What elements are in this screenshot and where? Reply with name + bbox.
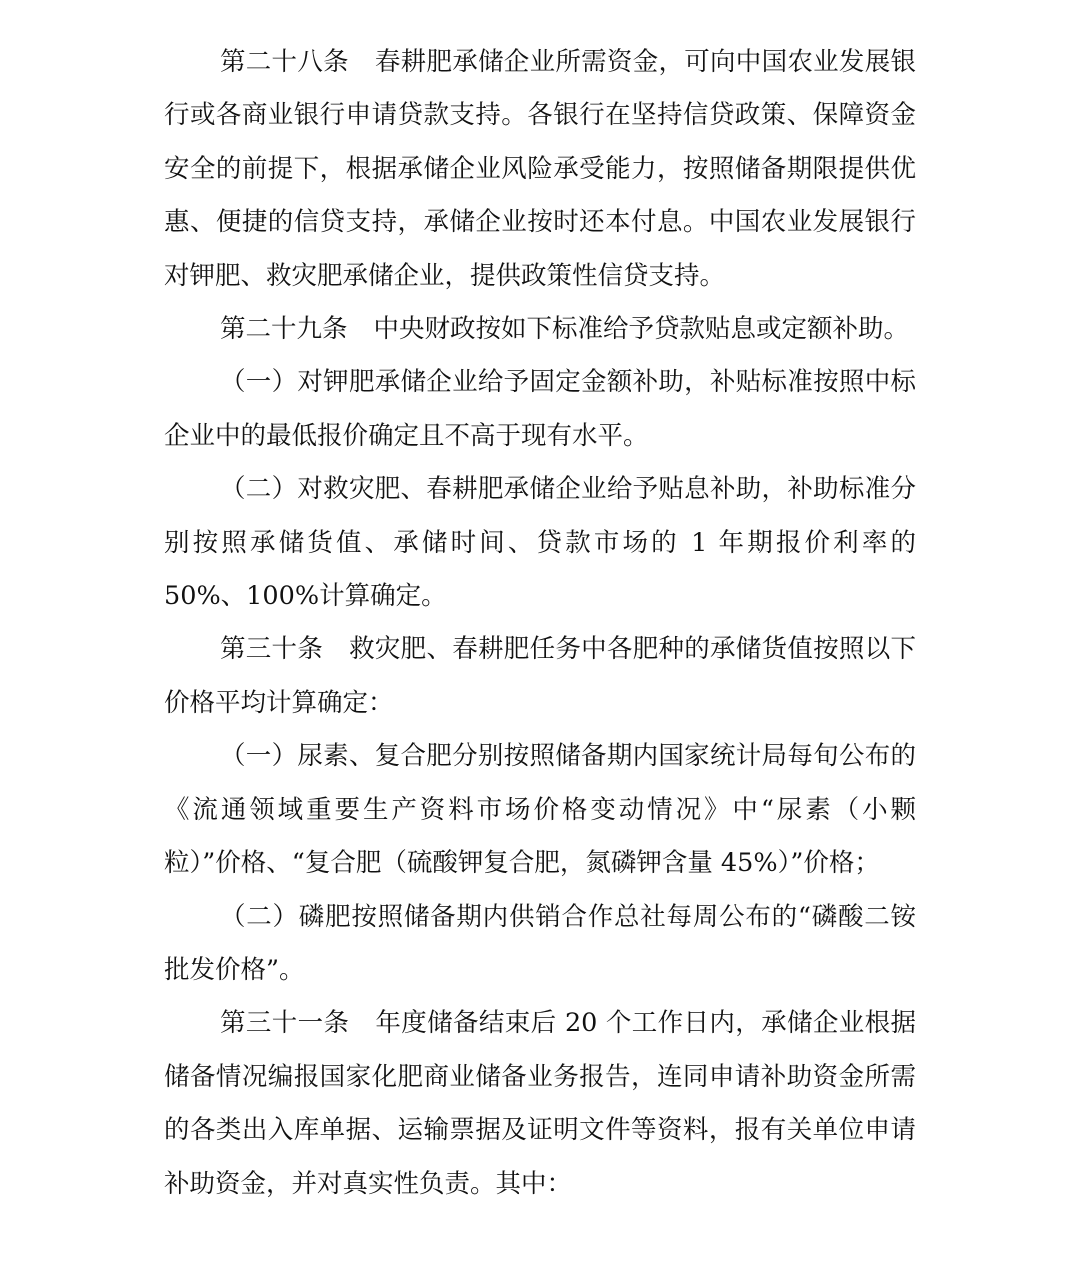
- article-29-item-2-text: （二）对救灾肥、春耕肥承储企业给予贴息补助，补助标准分别按照承储货值、承储时间、贷款市场的 1 年期报价利率的 50%、100%计算确定。: [164, 474, 916, 612]
- article-29-item-2: [164, 463, 916, 623]
- article-30-text: 救灾肥、春耕肥任务中各肥种的承储货值按照以下价格平均计算确定：: [164, 634, 916, 718]
- article-31-label: 第三十一条: [220, 1008, 350, 1039]
- article-28-paragraph: [164, 36, 916, 303]
- article-31-text: 年度储备结束后 20 个工作日内，承储企业根据储备情况编报国家化肥商业储备业务报告，连同申请补助资金所需的各类出入库单据、运输票据及证明文件等资料，报有关单位申请补助资金，并对真实性负责。其中：: [164, 1008, 916, 1199]
- article-31-paragraph: [164, 997, 916, 1211]
- article-28-label: 第二十八条: [220, 47, 349, 77]
- article-29-item-1-text: （一）对钾肥承储企业给予固定金额补助，补贴标准按照中标企业中的最低报价确定且不高于现有水平。: [164, 367, 916, 451]
- article-30-label: 第三十条: [220, 634, 324, 665]
- article-30-item-2: [164, 891, 916, 998]
- article-30-item-1: [164, 730, 916, 890]
- document-body: [164, 36, 916, 1211]
- article-29-text: 中央财政按如下标准给予贷款贴息或定额补助。: [373, 314, 910, 345]
- article-30-item-1-text: （一）尿素、复合肥分别按照储备期内国家统计局每旬公布的《流通领域重要生产资料市场价格变动情况》中“尿素（小颗粒）”价格、“复合肥（硫酸钾复合肥，氮磷钾含量 45%）”价格；: [164, 741, 916, 879]
- article-28-text: 春耕肥承储企业所需资金，可向中国农业发展银行或各商业银行申请贷款支持。各银行在坚持信贷政策、保障资金安全的前提下，根据承储企业风险承受能力，按照储备期限提供优惠、便捷的信贷支持，承储企业按时还本付息。中国农业发展银行对钾肥、救灾肥承储企业，提供政策性信贷支持。: [164, 47, 916, 291]
- article-29-label: 第二十九条: [220, 314, 348, 345]
- article-29-paragraph: [164, 303, 916, 356]
- article-30-item-2-text: （二）磷肥按照储备期内供销合作总社每周公布的“磷酸二铵批发价格”。: [164, 901, 916, 985]
- article-29-item-1: [164, 356, 916, 463]
- article-30-paragraph: [164, 623, 916, 730]
